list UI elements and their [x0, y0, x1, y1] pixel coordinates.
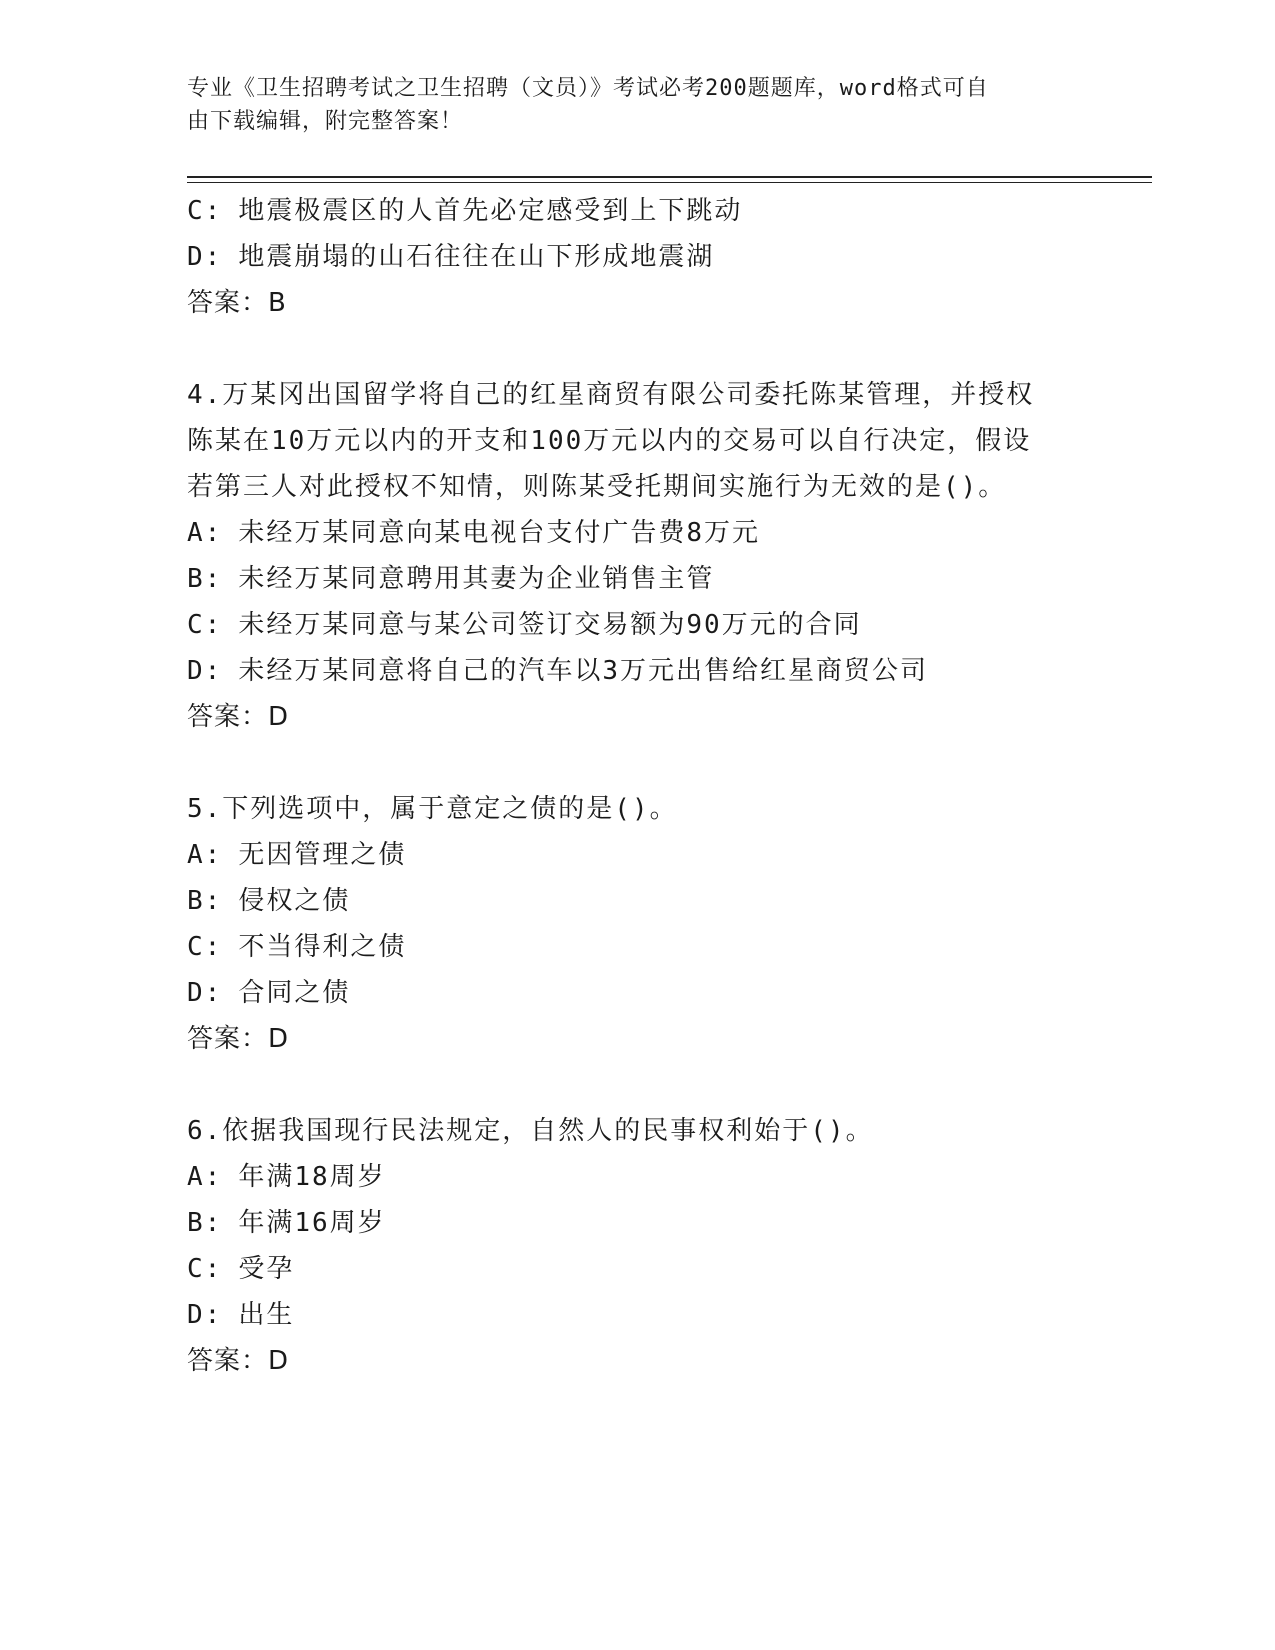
option-text: 受孕	[238, 1254, 295, 1284]
answer: 答案：D	[187, 1346, 290, 1376]
question-spacer	[187, 740, 1087, 786]
question-partial	[187, 188, 1087, 326]
header-divider-thin	[187, 182, 1152, 183]
option-key: A:	[187, 518, 223, 548]
question-4	[187, 372, 1087, 740]
option-text: 未经万某同意将自己的汽车以3万元出售给红星商贸公司	[238, 656, 928, 686]
option-key: D:	[187, 242, 223, 272]
header-line-2: 由下载编辑，附完整答案！	[187, 109, 464, 134]
option-key: C:	[187, 196, 223, 226]
header-divider-thick	[187, 176, 1152, 178]
option-key: A:	[187, 1162, 223, 1192]
option-text: 地震极震区的人首先必定感受到上下跳动	[238, 196, 743, 226]
option-d	[187, 234, 1087, 280]
option-c	[187, 1246, 1087, 1292]
option-c	[187, 924, 1087, 970]
option-text: 合同之债	[238, 978, 351, 1008]
question-list	[187, 188, 1087, 1384]
option-d	[187, 970, 1087, 1016]
question-stem-line: 若第三人对此授权不知情，则陈某受托期间实施行为无效的是()。	[187, 472, 1007, 502]
option-key: D:	[187, 656, 223, 686]
option-key: D:	[187, 978, 223, 1008]
question-5	[187, 786, 1087, 1062]
option-key: A:	[187, 840, 223, 870]
option-d	[187, 648, 1087, 694]
option-c	[187, 188, 1087, 234]
answer: 答案：B	[187, 288, 287, 318]
question-stem-line: 陈某在10万元以内的开支和100万元以内的交易可以自行决定，假设	[187, 426, 1032, 456]
option-key: B:	[187, 1208, 223, 1238]
option-text: 无因管理之债	[238, 840, 407, 870]
option-text: 未经万某同意与某公司签订交易额为90万元的合同	[238, 610, 862, 640]
option-key: B:	[187, 886, 223, 916]
option-b	[187, 1200, 1087, 1246]
option-a	[187, 832, 1087, 878]
question-spacer	[187, 326, 1087, 372]
option-key: C:	[187, 610, 223, 640]
answer: 答案：D	[187, 702, 290, 732]
option-b	[187, 878, 1087, 924]
question-spacer	[187, 1062, 1087, 1108]
header-line-1: 专业《卫生招聘考试之卫生招聘（文员）》考试必考200题题库，word格式可自	[187, 76, 989, 101]
option-c	[187, 602, 1087, 648]
answer: 答案：D	[187, 1024, 290, 1054]
document-header	[187, 72, 1087, 138]
question-6	[187, 1108, 1087, 1384]
option-text: 不当得利之债	[238, 932, 407, 962]
option-a	[187, 1154, 1087, 1200]
option-key: C:	[187, 1254, 223, 1284]
option-a	[187, 510, 1087, 556]
option-text: 未经万某同意聘用其妻为企业销售主管	[238, 564, 715, 594]
option-b	[187, 556, 1087, 602]
question-stem-line: 4.万某冈出国留学将自己的红星商贸有限公司委托陈某管理，并授权	[187, 380, 1035, 410]
option-key: D:	[187, 1300, 223, 1330]
option-key: C:	[187, 932, 223, 962]
option-text: 年满18周岁	[238, 1162, 386, 1192]
option-key: B:	[187, 564, 223, 594]
option-text: 出生	[238, 1300, 295, 1330]
option-text: 侵权之债	[238, 886, 351, 916]
question-stem-line: 5.下列选项中，属于意定之债的是()。	[187, 794, 678, 824]
question-stem-line: 6.依据我国现行民法规定，自然人的民事权利始于()。	[187, 1116, 874, 1146]
option-text: 地震崩塌的山石往往在山下形成地震湖	[238, 242, 715, 272]
option-d	[187, 1292, 1087, 1338]
option-text: 年满16周岁	[238, 1208, 386, 1238]
option-text: 未经万某同意向某电视台支付广告费8万元	[238, 518, 760, 548]
